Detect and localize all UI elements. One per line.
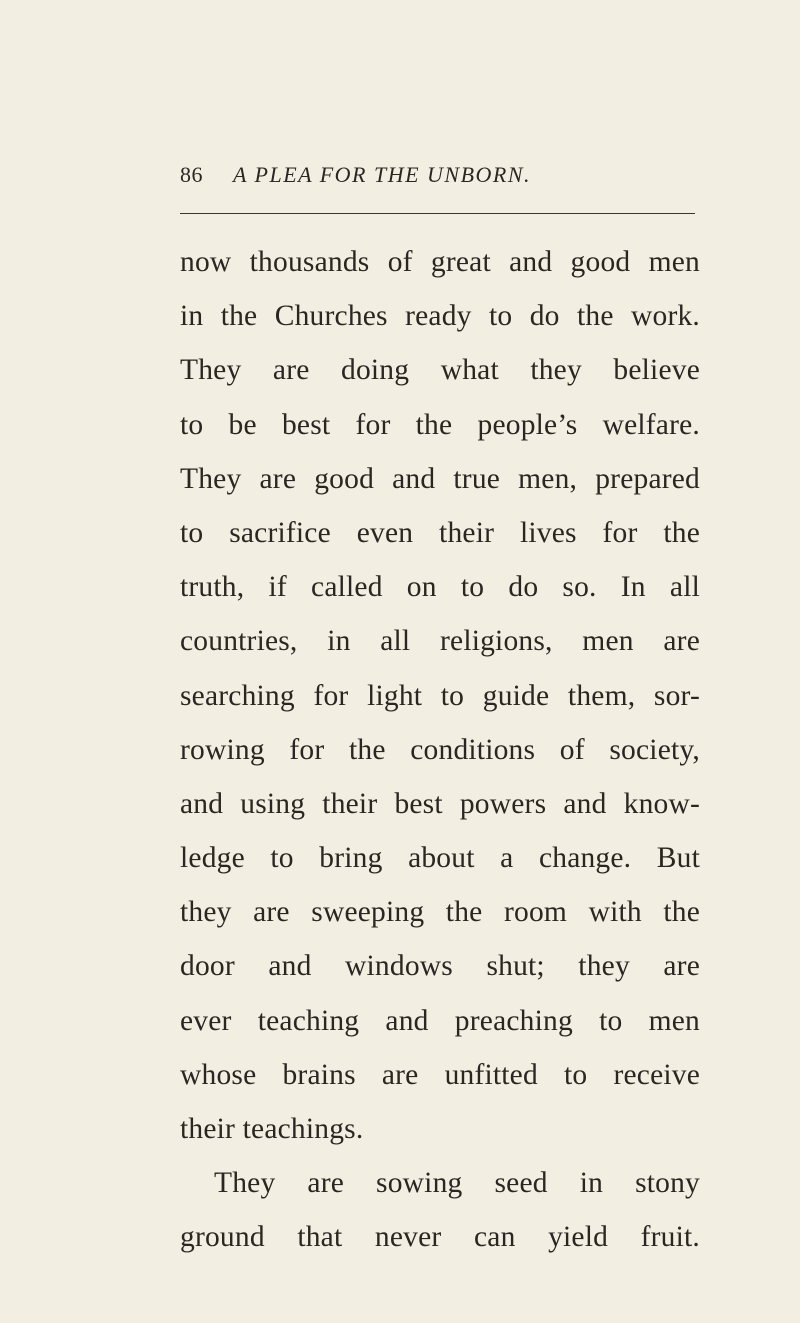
text-line: to be best for the people’s welfare. — [180, 408, 700, 441]
text-line: door and windows shut; they are — [180, 950, 700, 983]
text-line: ground that never can yield fruit. — [180, 1221, 700, 1254]
text-line: their teachings. — [180, 1113, 364, 1145]
text-line: ledge to bring about a change. But — [180, 842, 700, 875]
text-line: and using their best powers and know- — [180, 787, 700, 820]
running-title: A PLEA FOR THE UNBORN. — [233, 162, 532, 187]
text-line: rowing for the conditions of society, — [180, 733, 700, 766]
text-line: countries, in all religions, men are — [180, 625, 700, 658]
text-line: now thousands of great and good men — [180, 246, 700, 278]
text-line: They are sowing seed in stony — [214, 1167, 700, 1200]
text-line: They are good and true men, prepared — [180, 462, 700, 495]
text-line: in the Churches ready to do the work. — [180, 300, 700, 333]
text-line: searching for light to guide them, sor- — [180, 679, 700, 712]
text-line: truth, if called on to do so. In all — [180, 571, 700, 604]
text-line: to sacrifice even their lives for the — [180, 516, 700, 549]
text-line: whose brains are unfitted to receive — [180, 1058, 700, 1091]
text-line: ever teaching and preaching to men — [180, 1004, 700, 1037]
text-line: they are sweeping the room with the — [180, 896, 700, 929]
running-head — [180, 162, 700, 196]
text-line: They are doing what they believe — [180, 354, 700, 387]
page-number: 86 — [180, 162, 203, 187]
header-rule — [180, 213, 695, 214]
body-text — [180, 244, 700, 1274]
